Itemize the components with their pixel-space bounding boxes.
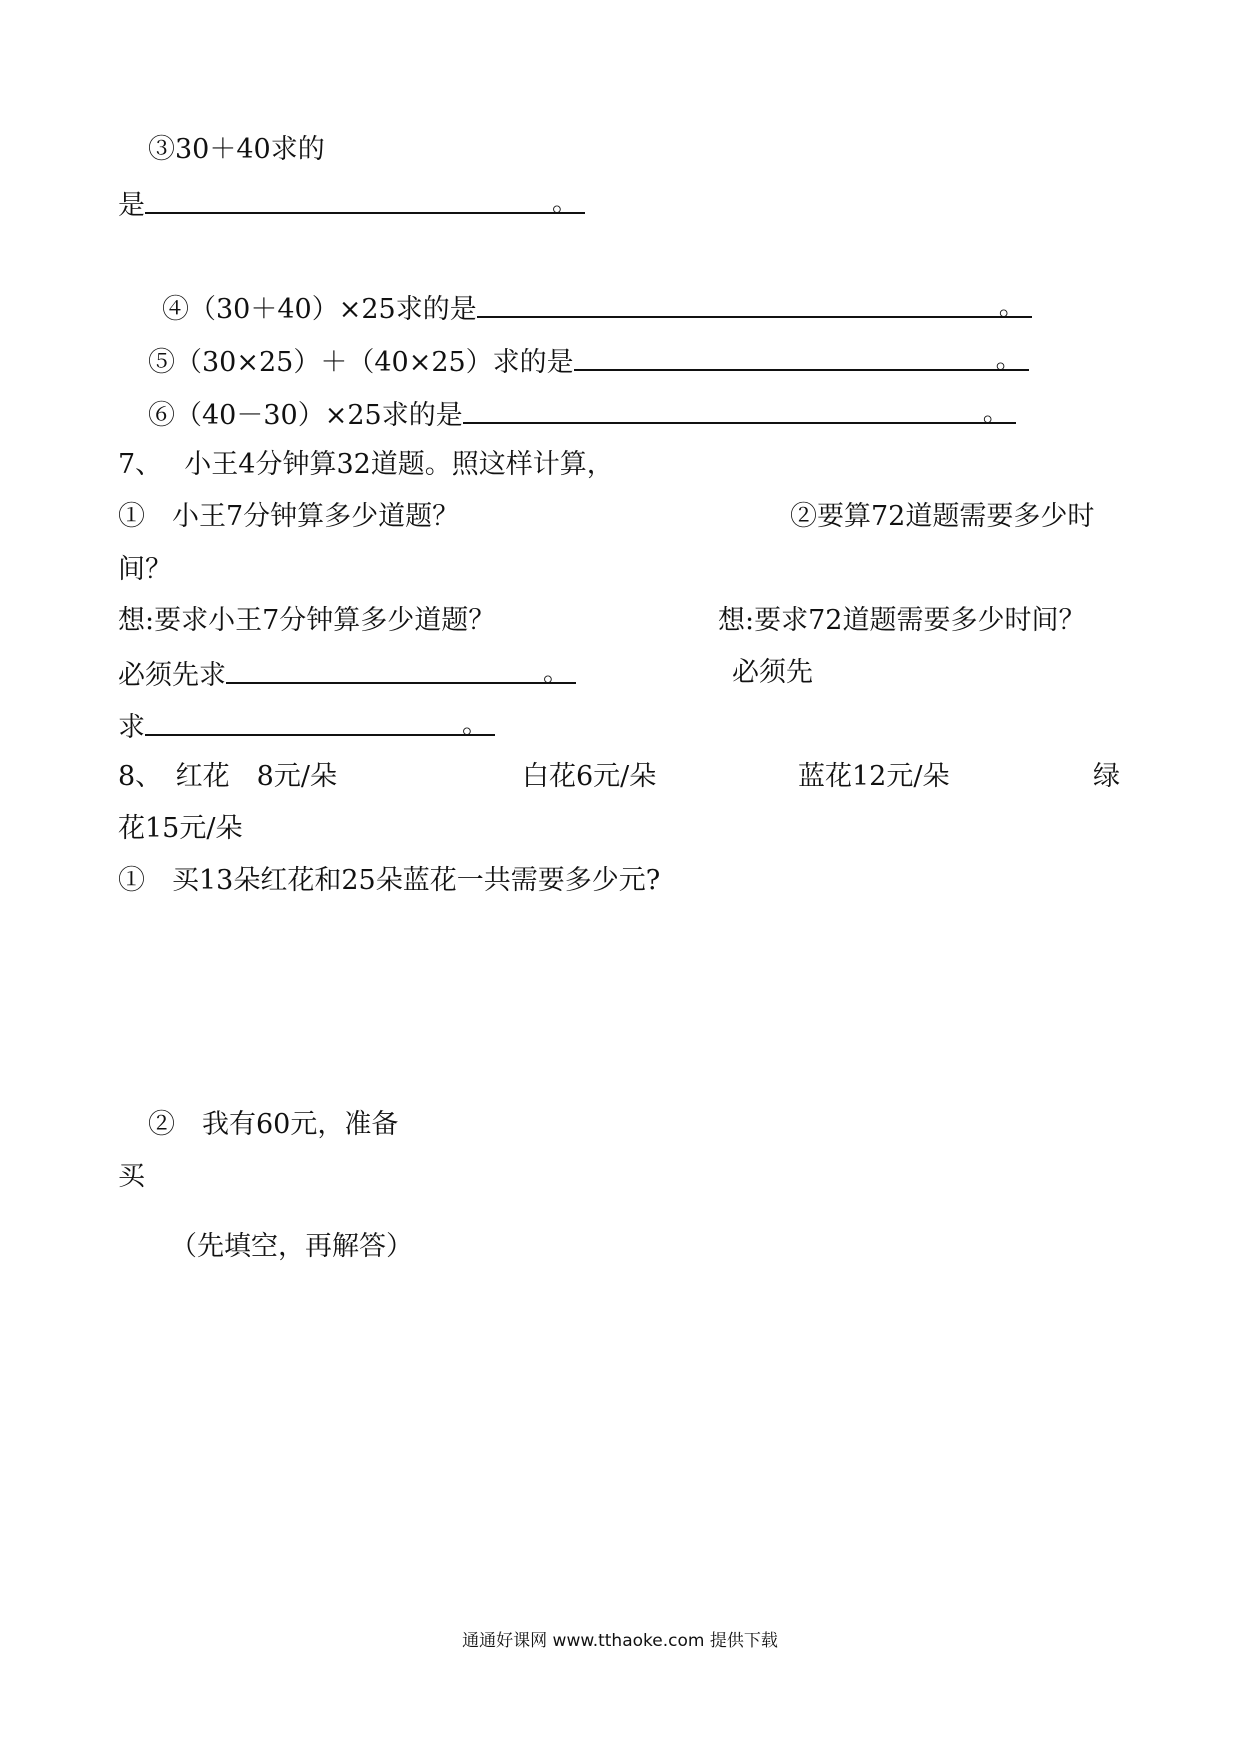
q8-sub2: ② 我有60元，准备 — [148, 1109, 399, 1140]
q6-item3-cont — [118, 186, 585, 223]
q8-white: 白花6元/朵 — [522, 761, 657, 792]
answer-blank[interactable]: 。 — [574, 343, 1029, 371]
q8-green-cont: 花15元/朵 — [118, 813, 243, 844]
answer-blank[interactable]: 。 — [145, 708, 495, 736]
q7-sub2-cont: 间？ — [118, 554, 172, 585]
q6-item4-text: ④（30＋40）×25求的是 — [162, 294, 477, 325]
q6-item5 — [148, 343, 1029, 380]
q7-must1: 必须先求 。 — [118, 656, 576, 693]
q8-title: 8、 红花 8元/朵 — [118, 761, 337, 792]
q7-sub1: ① 小王7分钟算多少道题？ — [118, 501, 460, 532]
q6-item6 — [148, 396, 1016, 433]
page-footer: 通通好课网 www.tthaoke.com 提供下载 — [462, 1631, 778, 1651]
q8-sub1: ① 买13朵红花和25朵蓝花一共需要多少元? — [118, 865, 661, 896]
q7-sub2: ②要算72道题需要多少时 — [790, 501, 1095, 532]
q8-blue: 蓝花12元/朵 — [798, 761, 950, 792]
q6-item3-cont-text: 是 — [118, 190, 145, 221]
q8-sub2-cont: 买 — [118, 1161, 145, 1192]
q8-note: （先填空，再解答） — [170, 1231, 413, 1262]
answer-blank[interactable]: 。 — [463, 396, 1016, 424]
q8-green-start: 绿 — [1093, 761, 1120, 792]
q7-think2: 想:要求72道题需要多少时间？ — [718, 605, 1086, 636]
q6-item3 — [148, 133, 325, 167]
answer-blank[interactable]: 。 — [226, 656, 576, 684]
q7-title: 7、 小王4分钟算32道题。照这样计算， — [118, 449, 614, 480]
q6-item5-text: ⑤（30×25）＋（40×25）求的是 — [148, 347, 574, 378]
q6-item6-text: ⑥（40－30）×25求的是 — [148, 400, 463, 431]
q6-item3-text: ③30＋40求的 — [148, 134, 325, 165]
answer-blank[interactable]: 。 — [145, 186, 585, 214]
q6-item4 — [162, 290, 1032, 327]
q7-think1: 想:要求小王7分钟算多少道题？ — [118, 605, 496, 636]
answer-blank[interactable]: 。 — [477, 290, 1032, 318]
q7-must2: 必须先 — [732, 657, 813, 688]
q7-must2-cont: 求 。 — [118, 708, 495, 745]
